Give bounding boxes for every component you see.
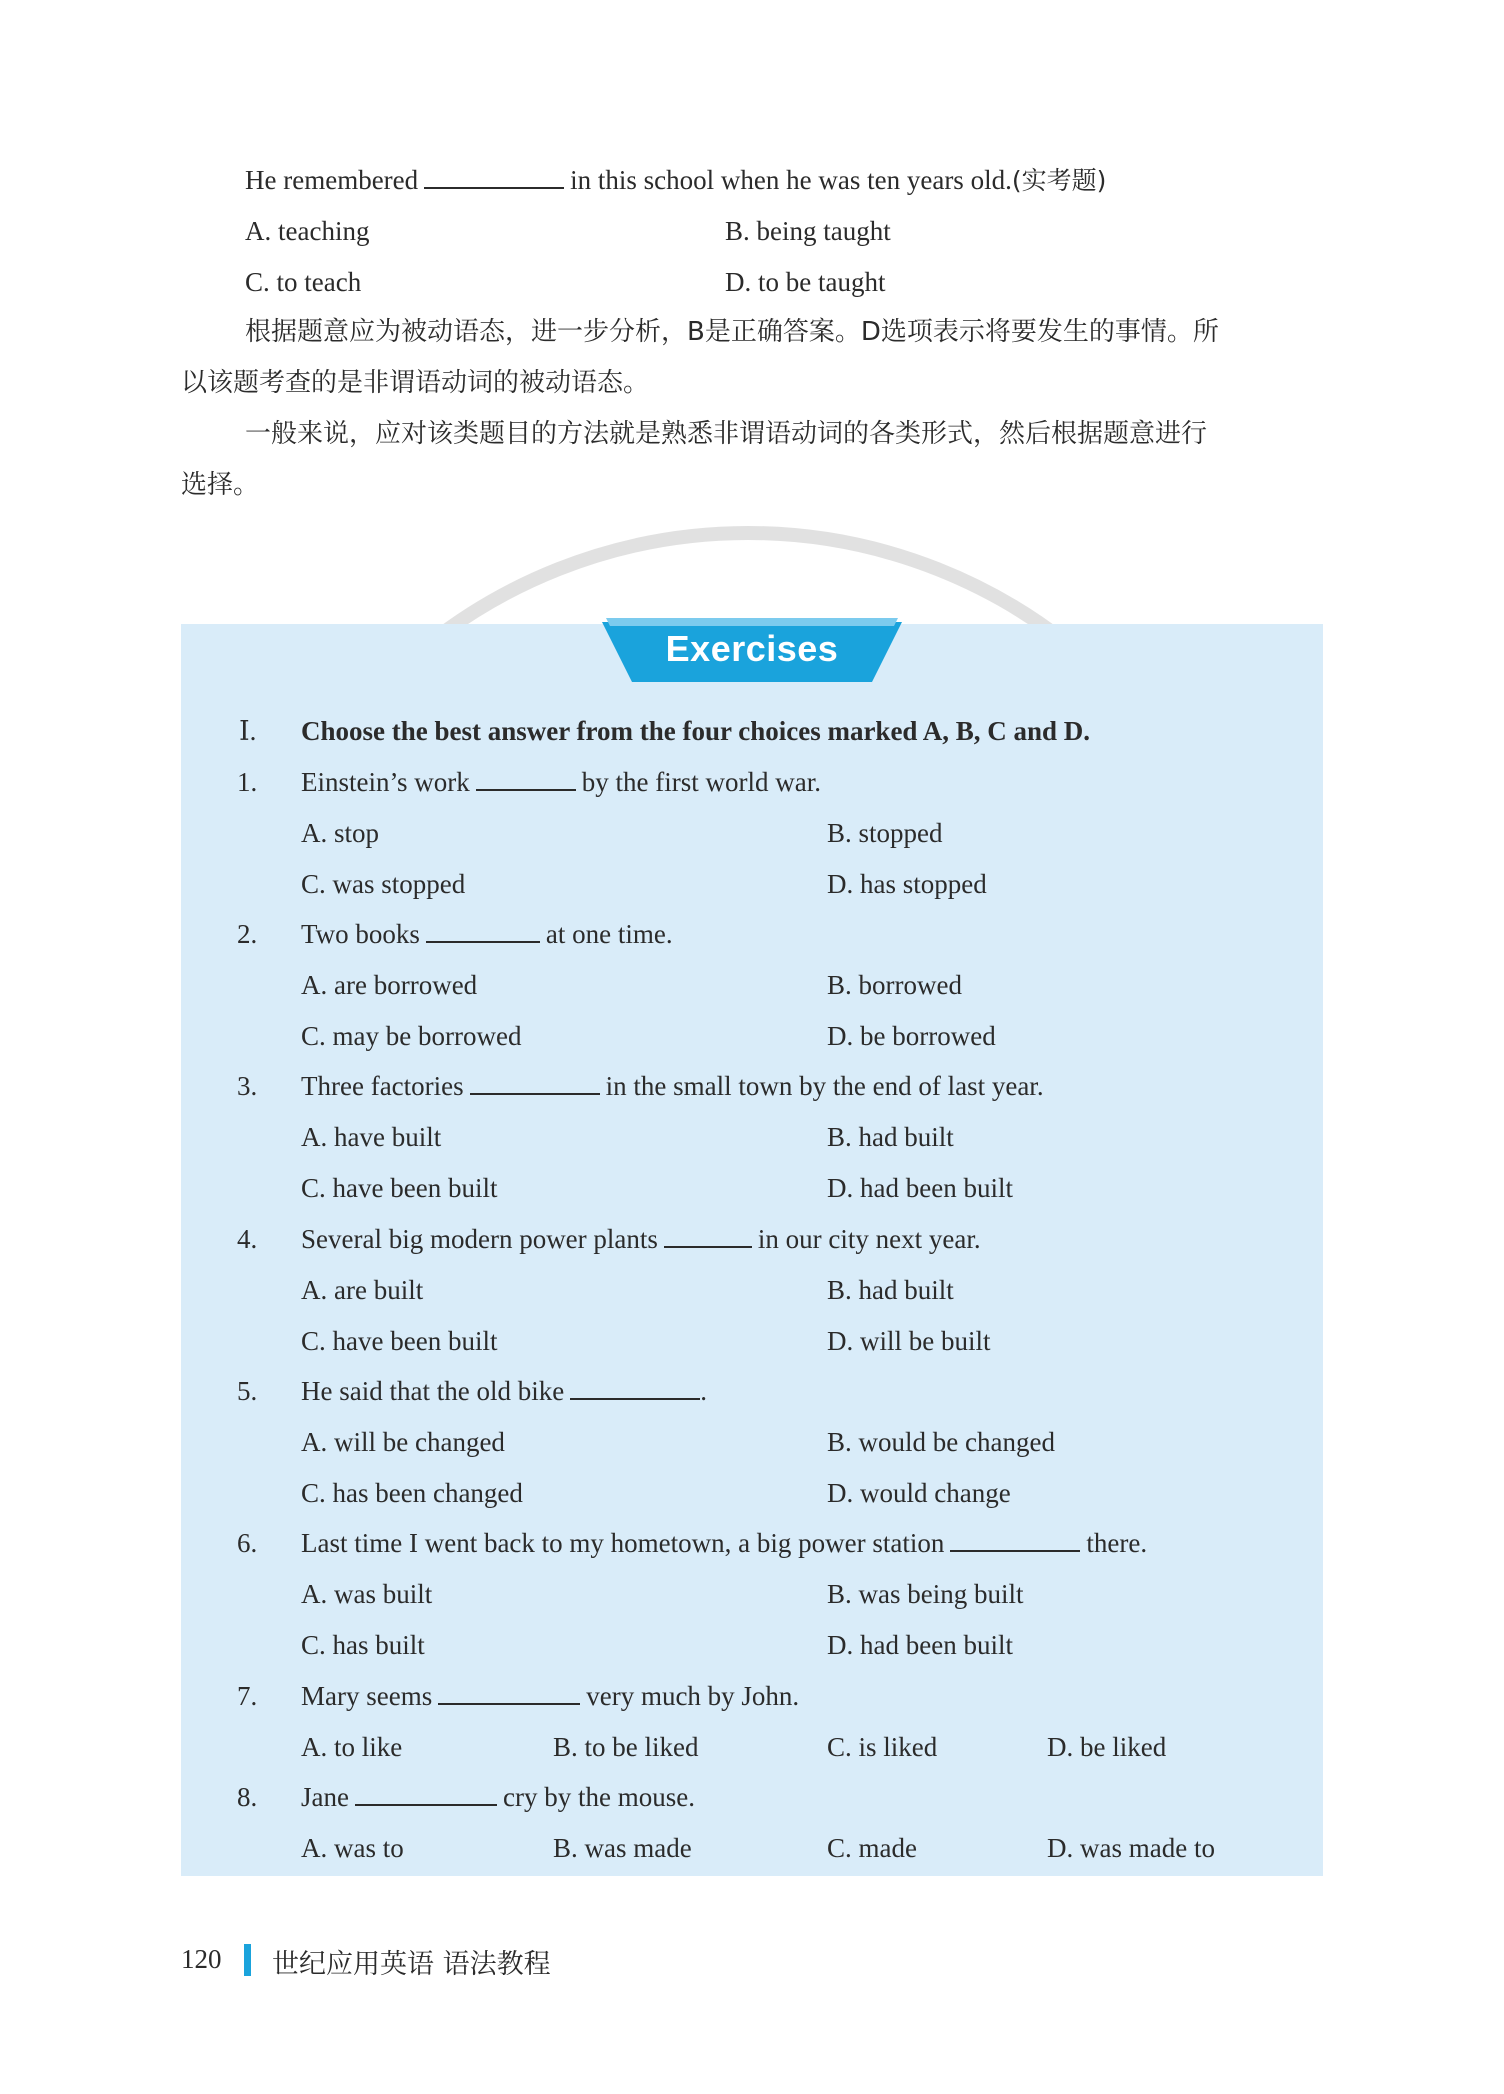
question-number: 8. — [237, 1782, 258, 1812]
option-c: C. have been built — [301, 1173, 498, 1203]
question-stem — [301, 916, 673, 952]
question-stem — [301, 1373, 707, 1409]
option-d: D. had been built — [827, 1173, 1013, 1203]
question-stem-before: Two books — [301, 919, 420, 949]
option-b: B. was being built — [827, 1579, 1024, 1609]
intro-option-a: A. teaching — [245, 216, 370, 246]
option-a: A. stop — [301, 818, 380, 848]
option-b: B. to be liked — [553, 1732, 699, 1762]
intro-question — [245, 162, 1106, 199]
option-a: A. have built — [301, 1122, 442, 1152]
question-number: 3. — [237, 1071, 258, 1101]
option-c: C. made — [827, 1833, 917, 1863]
option-d: D. would change — [827, 1478, 1011, 1508]
option-b: B. had built — [827, 1275, 954, 1305]
intro-option-b: B. being taught — [725, 216, 891, 246]
question-number: 4. — [237, 1224, 258, 1254]
answer-blank — [470, 1071, 600, 1095]
intro-option-c: C. to teach — [245, 267, 362, 297]
answer-blank — [424, 165, 564, 189]
question-stem-after: in the small town by the end of last year. — [605, 1071, 1044, 1101]
option-c: C. has been changed — [301, 1478, 523, 1508]
answer-blank — [476, 767, 576, 791]
question-stem-before: Three factories — [301, 1071, 464, 1101]
question-stem-before: Jane — [301, 1782, 349, 1812]
option-a: A. are built — [301, 1275, 424, 1305]
intro-question-note: (实考题) — [1011, 166, 1107, 195]
question-number: 7. — [237, 1681, 258, 1711]
intro-question-after: in this school when he was ten years old. — [570, 165, 1012, 195]
option-c: C. may be borrowed — [301, 1021, 522, 1051]
option-a: A. to like — [301, 1732, 403, 1762]
option-b: B. borrowed — [827, 970, 962, 1000]
option-d: D. has stopped — [827, 869, 987, 899]
question-stem-after: at one time. — [545, 919, 673, 949]
question-stem — [301, 1068, 1044, 1104]
question-number: 6. — [237, 1528, 258, 1558]
exercises-banner — [602, 614, 902, 686]
method-line-2: 选择。 — [181, 470, 260, 500]
exercises-banner-title: Exercises — [665, 628, 839, 669]
option-b: B. was made — [553, 1833, 692, 1863]
option-a: A. was built — [301, 1579, 433, 1609]
question-stem-before: He said that the old bike — [301, 1376, 565, 1406]
option-d: D. had been built — [827, 1630, 1013, 1660]
option-c: C. was stopped — [301, 869, 466, 899]
question-stem-before: Einstein’s work — [301, 767, 470, 797]
question-stem — [301, 1678, 799, 1714]
question-stem-after: in our city next year. — [757, 1224, 981, 1254]
option-b: B. would be changed — [827, 1427, 1055, 1457]
question-stem-before: Several big modern power plants — [301, 1224, 658, 1254]
option-c: C. is liked — [827, 1732, 938, 1762]
section-numeral: Ⅰ. — [239, 716, 257, 746]
intro-question-before: He remembered — [245, 165, 419, 195]
answer-blank — [355, 1782, 497, 1806]
option-c: C. has built — [301, 1630, 425, 1660]
option-a: A. was to — [301, 1833, 404, 1863]
question-stem — [301, 764, 821, 800]
option-a: A. are borrowed — [301, 970, 478, 1000]
option-d: D. will be built — [827, 1326, 991, 1356]
option-b: B. stopped — [827, 818, 943, 848]
option-a: A. will be changed — [301, 1427, 505, 1457]
page-number: 120 — [181, 1944, 222, 1974]
option-b: B. had built — [827, 1122, 954, 1152]
question-stem-after: very much by John. — [586, 1681, 800, 1711]
option-d: D. was made to — [1047, 1833, 1215, 1863]
question-number: 5. — [237, 1376, 258, 1406]
footer-accent-bar — [244, 1944, 251, 1976]
option-d: D. be borrowed — [827, 1021, 996, 1051]
question-stem-before: Mary seems — [301, 1681, 433, 1711]
question-stem-before: Last time I went back to my hometown, a big power station — [301, 1528, 945, 1558]
answer-blank — [950, 1528, 1080, 1552]
question-stem — [301, 1525, 1147, 1561]
section-instruction: Choose the best answer from the four choices marked A, B, C and D. — [301, 716, 1090, 746]
option-d: D. be liked — [1047, 1732, 1167, 1762]
answer-blank — [570, 1376, 700, 1400]
explanation-line-1: 根据题意应为被动语态，进一步分析，B是正确答案。D选项表示将要发生的事情。所 — [245, 317, 1219, 347]
question-stem-after: by the first world war. — [581, 767, 821, 797]
question-stem — [301, 1221, 981, 1257]
option-c: C. have been built — [301, 1326, 498, 1356]
question-number: 2. — [237, 919, 258, 949]
question-stem — [301, 1779, 695, 1815]
question-number: 1. — [237, 767, 258, 797]
book-title: 世纪应用英语 语法教程 — [272, 1949, 551, 1980]
method-line-1: 一般来说，应对该类题目的方法就是熟悉非谓语动词的各类形式，然后根据题意进行 — [245, 419, 1208, 449]
question-stem-after: there. — [1086, 1528, 1148, 1558]
question-stem-after: . — [700, 1376, 707, 1406]
answer-blank — [438, 1681, 580, 1705]
intro-option-d: D. to be taught — [725, 267, 886, 297]
explanation-line-2: 以该题考查的是非谓语动词的被动语态。 — [181, 368, 650, 398]
question-stem-after: cry by the mouse. — [502, 1782, 695, 1812]
answer-blank — [426, 919, 540, 943]
answer-blank — [664, 1224, 752, 1248]
